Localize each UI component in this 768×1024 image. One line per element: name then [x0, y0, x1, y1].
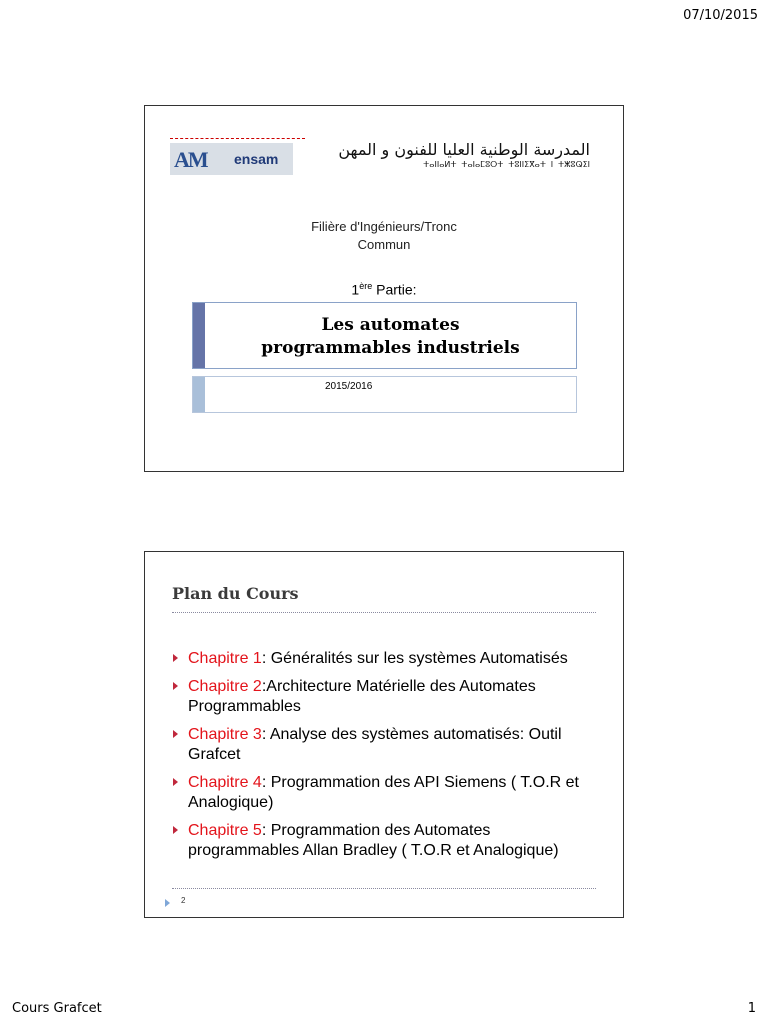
chapter-description: : Généralités sur les systèmes Automatisés: [261, 650, 568, 667]
partie-text: Partie:: [372, 281, 417, 298]
triangle-bullet-icon: [173, 682, 178, 690]
triangle-bullet-icon: [173, 654, 178, 662]
partie-superscript: ère: [359, 281, 373, 291]
plan-title: Plan du Cours: [172, 584, 299, 603]
chapter-description: :Architecture Matérielle des Automates Programmables: [188, 678, 536, 715]
slide-page-number: 2: [181, 896, 186, 905]
logo-mark: AM: [174, 147, 207, 172]
triangle-bullet-icon: [173, 730, 178, 738]
logo-arabic-name: المدرسة الوطنية العليا للفنون و المهن: [338, 140, 590, 159]
footer-page-number: 1: [747, 1001, 756, 1016]
header-date: 07/10/2015: [683, 8, 758, 23]
partie-number: 1: [351, 281, 360, 298]
academic-year: 2015/2016: [325, 381, 373, 392]
triangle-bullet-icon: [173, 778, 178, 786]
year-box: [192, 376, 577, 413]
course-title: [205, 314, 576, 360]
slide-footer-rule: [172, 888, 596, 889]
filiere-line-1: Filière d'Ingénieurs/Tronc: [311, 219, 457, 234]
filiere-label: [145, 218, 623, 254]
chapter-item: [173, 649, 603, 669]
course-title-line-2: programmables industriels: [261, 338, 520, 358]
school-logo: [170, 138, 590, 182]
chapter-description: : Analyse des systèmes automatisés: Outil Grafcet: [188, 726, 562, 763]
chapter-label: Chapitre 5: [188, 822, 262, 839]
slide-2: [144, 551, 624, 918]
slide-1: [144, 105, 624, 472]
logo-ensam-text: ensam: [234, 151, 279, 167]
chapter-list: [173, 649, 603, 869]
page-arrow-icon: [165, 899, 170, 907]
course-title-line-1: Les automates: [321, 315, 460, 335]
chapter-item: [173, 725, 603, 765]
chapter-label: Chapitre 3: [188, 726, 262, 743]
partie-label: [145, 281, 623, 298]
triangle-bullet-icon: [173, 826, 178, 834]
chapter-item: [173, 773, 603, 813]
chapter-item: [173, 677, 603, 717]
logo-tifinagh-name: ⵜⴰⵏⵏⴰⵍⵜ ⵜⴰⵏⴰⵎⵓⵔⵜ ⵜⵓⵏⵏⵉⴳⴰⵜ ⵏ ⵜⵥⵓⵕⵉⵏ: [423, 160, 590, 169]
chapter-label: Chapitre 2: [188, 678, 262, 695]
chapter-label: Chapitre 1: [188, 650, 262, 667]
chapter-label: Chapitre 4: [188, 774, 262, 791]
course-title-box: [192, 302, 577, 369]
plan-title-rule: [172, 612, 596, 613]
chapter-description: : Programmation des API Siemens ( T.O.R et Analogique): [188, 774, 579, 811]
filiere-line-2: Commun: [357, 237, 411, 252]
footer-course-name: Cours Grafcet: [12, 1001, 102, 1016]
year-accent-bar: [193, 377, 205, 412]
chapter-item: [173, 821, 603, 861]
logo-badge: [170, 143, 293, 175]
chapter-description: : Programmation des Automates programmables Allan Bradley ( T.O.R et Analogique): [188, 822, 559, 859]
title-accent-bar: [193, 303, 205, 368]
logo-red-rule: [170, 138, 305, 139]
